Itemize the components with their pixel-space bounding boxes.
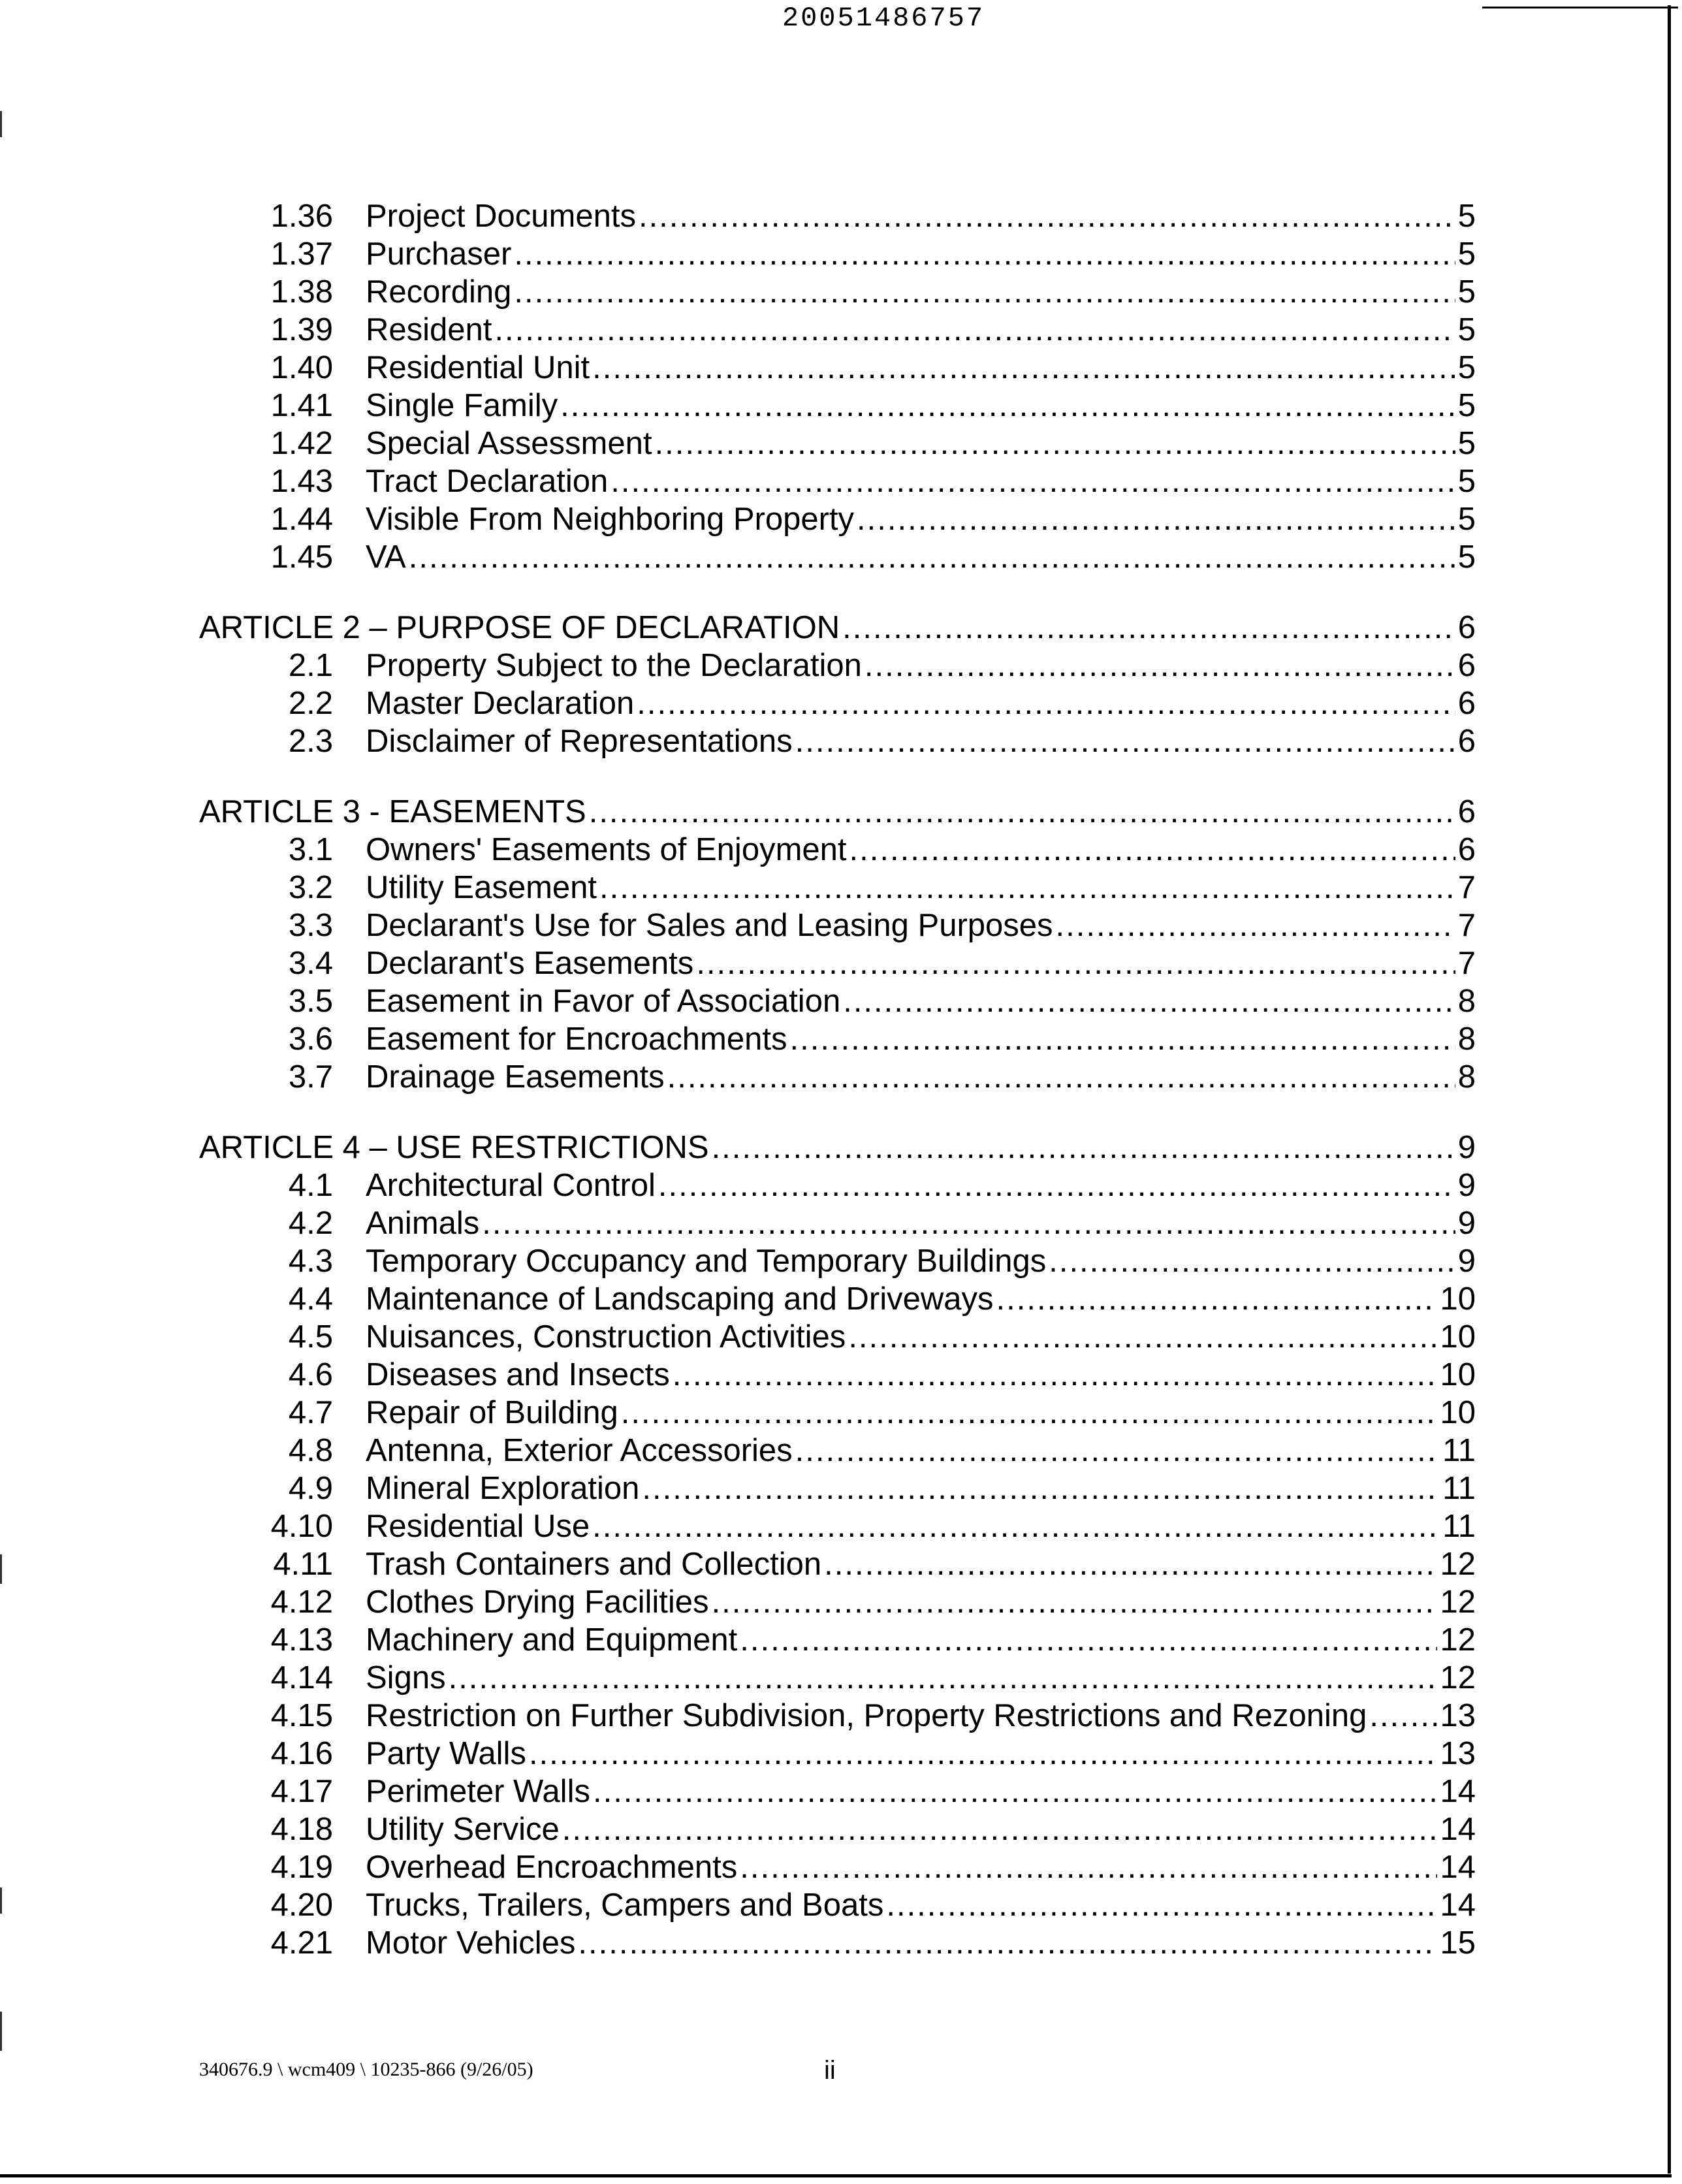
toc-page-number: 5 [1457, 312, 1476, 347]
toc-page-number: 6 [1457, 832, 1476, 867]
scan-edge-mark [0, 1554, 2, 1584]
scan-border-right [1668, 5, 1671, 2174]
toc-entry-number: 1.41 [270, 388, 333, 423]
toc-entry-number: 4.19 [270, 1850, 333, 1885]
toc-entry-number: 4.16 [270, 1736, 333, 1771]
toc-dot-leader [611, 462, 1455, 500]
toc-dot-leader [642, 1469, 1440, 1507]
scan-border-bottom [0, 2174, 1672, 2177]
toc-article-title: ARTICLE 2 – PURPOSE OF DECLARATION [199, 610, 840, 645]
toc-entry-number: 4.6 [288, 1357, 333, 1392]
toc-page-number: 12 [1440, 1622, 1476, 1658]
toc-page-number: 11 [1442, 1433, 1476, 1468]
toc-entry-row [199, 831, 1476, 869]
toc-entry-number: 4.5 [288, 1319, 333, 1355]
toc-dot-leader [562, 1810, 1438, 1848]
toc-page-number: 13 [1440, 1736, 1476, 1771]
toc-entry-row [199, 349, 1476, 387]
toc-dot-leader [578, 1924, 1437, 1962]
toc-entry-row [199, 1356, 1476, 1394]
toc-page-number: 10 [1440, 1281, 1476, 1317]
toc-page-number: 6 [1457, 610, 1476, 645]
toc-entry-title: Repair of Building [366, 1395, 618, 1430]
scan-edge-mark [0, 2012, 2, 2051]
toc-entry-row [199, 197, 1476, 235]
toc-entry-title: Diseases and Insects [366, 1357, 670, 1392]
toc-entry-number: 4.4 [288, 1281, 333, 1317]
toc-dot-leader [849, 831, 1455, 869]
toc-entry-row [199, 684, 1476, 722]
toc-entry-number: 4.17 [270, 1774, 333, 1809]
toc-page-number: 6 [1457, 794, 1476, 829]
toc-entry-row [199, 500, 1476, 538]
toc-dot-leader [824, 1545, 1437, 1583]
toc-page-number: 14 [1440, 1812, 1476, 1847]
toc-entry-number: 4.15 [270, 1698, 333, 1733]
toc-entry-title: Mineral Exploration [366, 1471, 640, 1506]
toc-page-number: 8 [1457, 984, 1476, 1019]
toc-page-number: 9 [1457, 1206, 1476, 1241]
toc-entry-row [199, 1886, 1476, 1924]
toc-entry-number: 4.9 [288, 1471, 333, 1506]
toc-entry-row [199, 1848, 1476, 1886]
toc-dot-leader [712, 1583, 1438, 1621]
toc-entry-title: Perimeter Walls [366, 1774, 590, 1809]
toc-entry-title: Clothes Drying Facilities [366, 1584, 709, 1620]
toc-page-number: 10 [1440, 1395, 1476, 1430]
toc-entry-number: 3.4 [288, 946, 333, 981]
toc-article-row [199, 793, 1476, 831]
toc-entry-title: Recording [366, 274, 512, 310]
toc-entry-row [199, 722, 1476, 760]
toc-page-number: 11 [1442, 1471, 1476, 1506]
toc-entry-number: 3.7 [288, 1059, 333, 1095]
toc-entry-title: Animals [366, 1206, 480, 1241]
toc-entry-row [199, 462, 1476, 500]
toc-article-title: ARTICLE 4 – USE RESTRICTIONS [199, 1130, 709, 1165]
toc-entry-number: 1.44 [270, 502, 333, 537]
toc-entry-title: Drainage Easements [366, 1059, 665, 1095]
toc-dot-leader [843, 982, 1455, 1020]
toc-entry-title: Declarant's Easements [366, 946, 694, 981]
toc-page-number: 5 [1457, 539, 1476, 575]
toc-entry-row [199, 1280, 1476, 1318]
toc-page-number: 5 [1457, 350, 1476, 385]
scan-border-top [1482, 7, 1678, 8]
toc-entry-number: 4.18 [270, 1812, 333, 1847]
toc-entry-row [199, 1659, 1476, 1697]
toc-dot-leader [1056, 907, 1455, 944]
toc-entry-title: Easement in Favor of Association [366, 984, 841, 1019]
document-number: 20051486757 [782, 3, 985, 34]
toc-dot-leader [1369, 1697, 1437, 1735]
toc-entry-title: Maintenance of Landscaping and Driveways [366, 1281, 994, 1317]
toc-dot-leader [795, 722, 1455, 760]
toc-dot-leader [514, 235, 1455, 273]
toc-entry-number: 4.21 [270, 1925, 333, 1961]
toc-entry-title: Machinery and Equipment [366, 1622, 738, 1658]
toc-entry-row [199, 869, 1476, 907]
toc-entry-title: Trucks, Trailers, Campers and Boats [366, 1887, 884, 1923]
toc-entry-row [199, 907, 1476, 944]
toc-entry-title: Master Declaration [366, 686, 635, 721]
toc-page-number: 5 [1457, 464, 1476, 499]
toc-dot-leader [409, 538, 1455, 576]
toc-page-number: 5 [1457, 199, 1476, 234]
toc-entry-row [199, 1697, 1476, 1735]
toc-entry-title: Resident [366, 312, 492, 347]
toc-dot-leader [599, 869, 1455, 907]
toc-dot-leader [865, 647, 1455, 684]
toc-entry-number: 1.42 [270, 426, 333, 461]
toc-entry-title: Visible From Neighboring Property [366, 502, 855, 537]
toc-entry-title: Utility Service [366, 1812, 560, 1847]
toc-dot-leader [592, 349, 1455, 387]
toc-entry-row [199, 1773, 1476, 1810]
toc-entry-title: VA [366, 539, 406, 575]
toc-entry-row [199, 1318, 1476, 1356]
toc-entry-number: 4.14 [270, 1660, 333, 1695]
toc-entry-number: 4.7 [288, 1395, 333, 1430]
toc-entry-row [199, 1810, 1476, 1848]
toc-page-number: 5 [1457, 502, 1476, 537]
toc-page-number: 5 [1457, 426, 1476, 461]
toc-article-row [199, 1129, 1476, 1166]
toc-entry-number: 4.13 [270, 1622, 333, 1658]
toc-entry-row [199, 1204, 1476, 1242]
toc-dot-leader [449, 1659, 1438, 1697]
toc-entry-title: Signs [366, 1660, 446, 1695]
toc-entry-row [199, 1058, 1476, 1096]
toc-entry-row [199, 1507, 1476, 1545]
toc-entry-row [199, 1924, 1476, 1962]
toc-entry-row [199, 1394, 1476, 1432]
toc-page-number: 7 [1457, 870, 1476, 905]
toc-page-number: 13 [1440, 1698, 1476, 1733]
toc-page-number: 5 [1457, 388, 1476, 423]
toc-dot-leader [593, 1773, 1438, 1810]
toc-page-number: 12 [1440, 1547, 1476, 1582]
toc-page-number: 9 [1457, 1244, 1476, 1279]
toc-entry-row [199, 387, 1476, 425]
toc-entry-row [199, 273, 1476, 311]
toc-article-row [199, 609, 1476, 647]
toc-dot-leader [658, 1166, 1455, 1204]
toc-dot-leader [857, 500, 1455, 538]
toc-dot-leader [667, 1058, 1455, 1096]
toc-entry-row [199, 235, 1476, 273]
toc-entry-title: Architectural Control [366, 1168, 656, 1203]
toc-dot-leader [655, 425, 1455, 462]
toc-entry-number: 2.3 [288, 724, 333, 759]
toc-entry-number: 1.43 [270, 464, 333, 499]
toc-entry-row [199, 1432, 1476, 1469]
toc-page-number: 14 [1440, 1887, 1476, 1923]
toc-entry-number: 1.45 [270, 539, 333, 575]
toc-entry-number: 4.3 [288, 1244, 333, 1279]
toc-page-number: 10 [1440, 1357, 1476, 1392]
toc-page-number: 10 [1440, 1319, 1476, 1355]
toc-entry-title: Single Family [366, 388, 558, 423]
toc-entry-title: Property Subject to the Declaration [366, 648, 862, 683]
toc-entry-title: Overhead Encroachments [366, 1850, 738, 1885]
toc-dot-leader [740, 1621, 1437, 1659]
footer-reference: 340676.9 \ wcm409 \ 10235-866 (9/26/05) [199, 2059, 533, 2080]
toc-entry-number: 3.3 [288, 908, 333, 943]
toc-entry-row [199, 1020, 1476, 1058]
toc-page-number: 11 [1442, 1509, 1476, 1544]
toc-dot-leader [637, 684, 1455, 722]
toc-dot-leader [560, 387, 1455, 425]
toc-dot-leader [1049, 1242, 1455, 1280]
toc-dot-leader [795, 1432, 1440, 1469]
toc-dot-leader [740, 1848, 1437, 1886]
toc-page-number: 8 [1457, 1021, 1476, 1057]
toc-page-number: 15 [1440, 1925, 1476, 1961]
footer-page-number: ii [824, 2056, 836, 2085]
toc-dot-leader [494, 311, 1455, 349]
toc-entry-title: Utility Easement [366, 870, 597, 905]
toc-entry-row [199, 1621, 1476, 1659]
toc-entry-title: Tract Declaration [366, 464, 609, 499]
toc-dot-leader [996, 1280, 1438, 1318]
toc-entry-number: 4.1 [288, 1168, 333, 1203]
toc-entry-row [199, 944, 1476, 982]
toc-dot-leader [514, 273, 1455, 311]
toc-page-number: 6 [1457, 648, 1476, 683]
toc-dot-leader [673, 1356, 1438, 1394]
toc-entry-title: Party Walls [366, 1736, 526, 1771]
toc-page-number: 14 [1440, 1774, 1476, 1809]
toc-entry-title: Antenna, Exterior Accessories [366, 1433, 793, 1468]
toc-entry-title: Declarant's Use for Sales and Leasing Purposes [366, 908, 1053, 943]
toc-entry-number: 1.37 [270, 236, 333, 272]
toc-page-number: 14 [1440, 1850, 1476, 1885]
toc-entry-number: 1.40 [270, 350, 333, 385]
toc-entry-title: Easement for Encroachments [366, 1021, 787, 1057]
toc-page-number: 5 [1457, 236, 1476, 272]
toc-entry-title: Restriction on Further Subdivision, Property Restrictions and Rezoning [366, 1698, 1367, 1733]
toc-dot-leader [482, 1204, 1455, 1242]
toc-entry-number: 4.2 [288, 1206, 333, 1241]
toc-entry-number: 2.2 [288, 686, 333, 721]
toc-dot-leader [886, 1886, 1437, 1924]
toc-page-number: 5 [1457, 274, 1476, 310]
toc-page-number: 7 [1457, 908, 1476, 943]
toc-page-number: 6 [1457, 686, 1476, 721]
toc-dot-leader [621, 1394, 1438, 1432]
toc-entry-title: Trash Containers and Collection [366, 1547, 822, 1582]
toc-page-number: 6 [1457, 724, 1476, 759]
toc-dot-leader [592, 1507, 1440, 1545]
scan-edge-mark [0, 111, 2, 137]
toc-page-number: 12 [1440, 1660, 1476, 1695]
toc-entry-title: Project Documents [366, 199, 636, 234]
toc-entry-row [199, 1735, 1476, 1773]
toc-entry-number: 3.1 [288, 832, 333, 867]
toc-entry-title: Owners' Easements of Enjoyment [366, 832, 847, 867]
toc-dot-leader [639, 197, 1455, 235]
toc-entry-row [199, 1583, 1476, 1621]
scan-edge-mark [0, 1887, 2, 1914]
toc-entry-number: 3.5 [288, 984, 333, 1019]
toc-dot-leader [589, 793, 1455, 831]
toc-entry-title: Disclaimer of Representations [366, 724, 793, 759]
toc-entry-title: Nuisances, Construction Activities [366, 1319, 846, 1355]
toc-entry-title: Residential Use [366, 1509, 590, 1544]
toc-entry-number: 1.39 [270, 312, 333, 347]
toc-entry-row [199, 1469, 1476, 1507]
toc-entry-number: 4.12 [270, 1584, 333, 1620]
toc-article-title: ARTICLE 3 - EASEMENTS [199, 794, 586, 829]
toc-entry-number: 4.8 [288, 1433, 333, 1468]
toc-entry-row [199, 1545, 1476, 1583]
toc-page-number: 9 [1457, 1130, 1476, 1165]
toc-page-number: 7 [1457, 946, 1476, 981]
toc-entry-row [199, 647, 1476, 684]
toc-entry-row [199, 982, 1476, 1020]
toc-entry-title: Purchaser [366, 236, 512, 272]
toc-entry-row [199, 1242, 1476, 1280]
toc-entry-row [199, 311, 1476, 349]
toc-entry-title: Residential Unit [366, 350, 590, 385]
toc-dot-leader [848, 1318, 1437, 1356]
toc-page-number: 8 [1457, 1059, 1476, 1095]
toc-entry-number: 1.36 [270, 199, 333, 234]
toc-entry-number: 3.2 [288, 870, 333, 905]
toc-entry-number: 3.6 [288, 1021, 333, 1057]
toc-entry-title: Temporary Occupancy and Temporary Buildings [366, 1244, 1047, 1279]
toc-entry-row [199, 1166, 1476, 1204]
toc-dot-leader [842, 609, 1455, 647]
toc-entry-row [199, 425, 1476, 462]
toc-dot-leader [712, 1129, 1455, 1166]
toc-entry-number: 2.1 [288, 648, 333, 683]
toc-entry-title: Motor Vehicles [366, 1925, 576, 1961]
toc-dot-leader [696, 944, 1455, 982]
toc-entry-number: 1.38 [270, 274, 333, 310]
toc-page-number: 9 [1457, 1168, 1476, 1203]
toc-entry-number: 4.20 [270, 1887, 333, 1923]
toc-dot-leader [529, 1735, 1438, 1773]
toc-dot-leader [789, 1020, 1455, 1058]
toc-entry-number: 4.11 [273, 1547, 333, 1582]
toc-entry-row [199, 538, 1476, 576]
toc-page-number: 12 [1440, 1584, 1476, 1620]
toc-entry-number: 4.10 [270, 1509, 333, 1544]
toc-entry-title: Special Assessment [366, 426, 652, 461]
